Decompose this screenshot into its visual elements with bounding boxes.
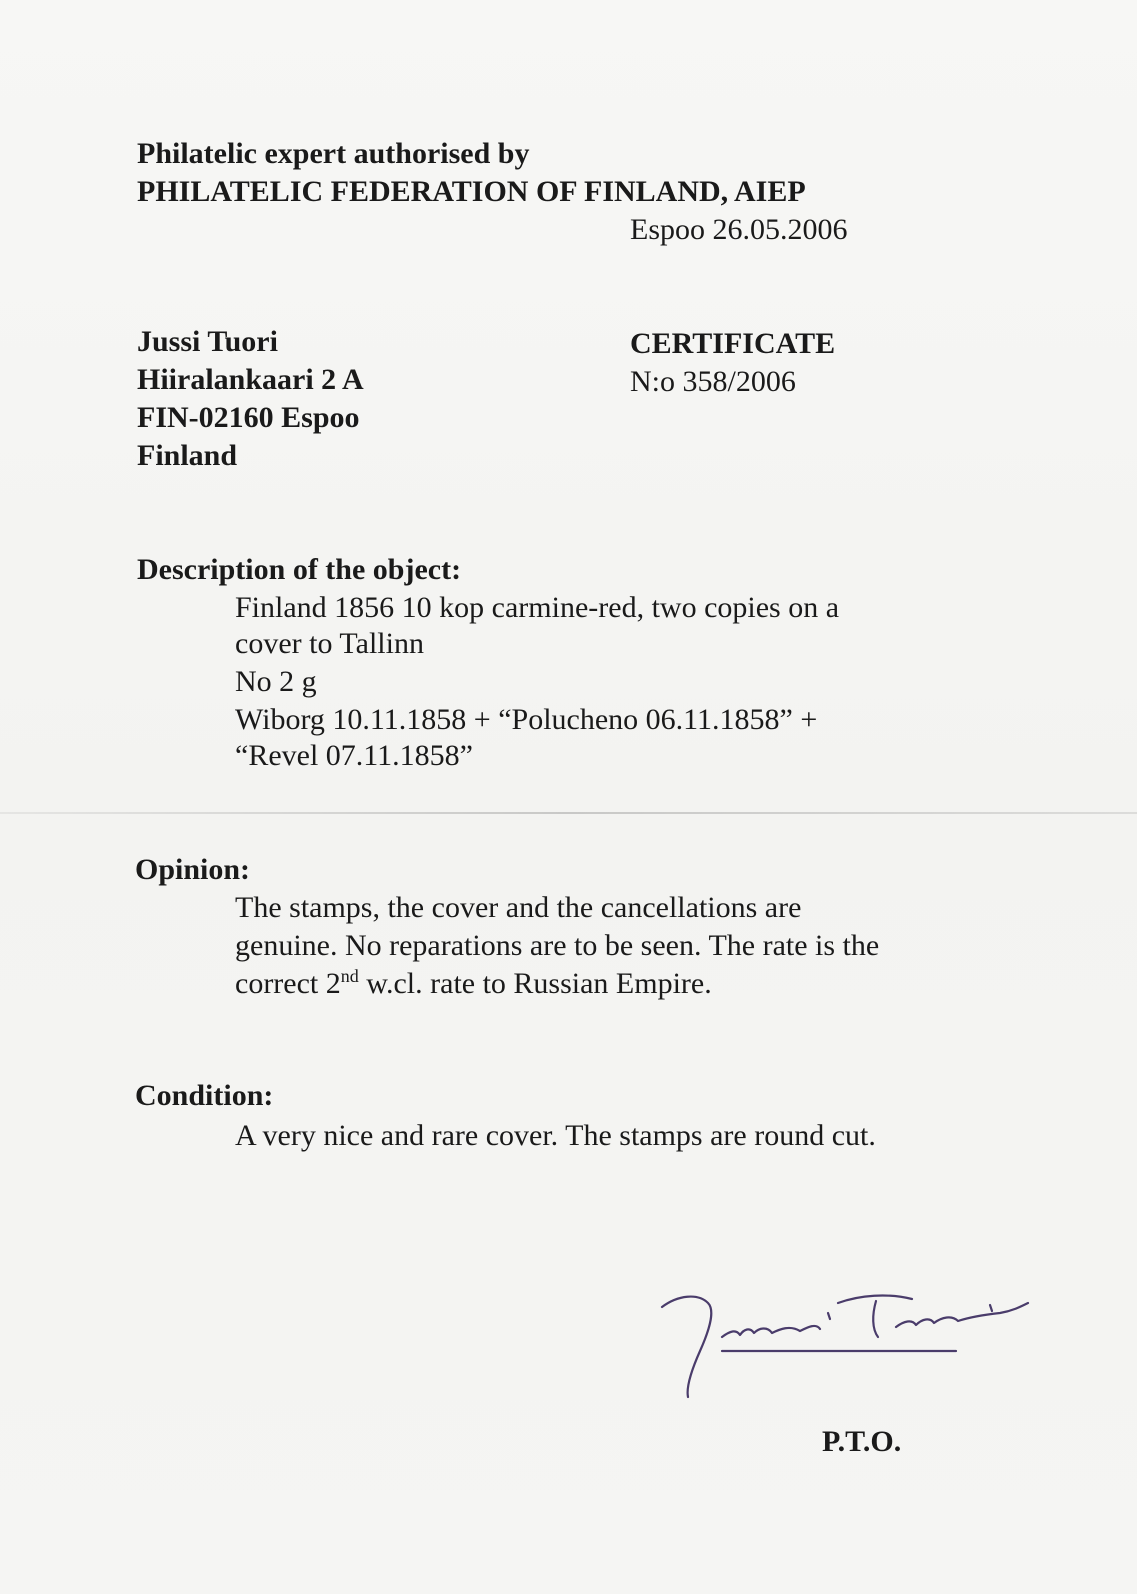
expert-country: Finland (137, 439, 238, 472)
header-federation: PHILATELIC FEDERATION OF FINLAND, AIEP (137, 175, 806, 208)
opinion-heading: Opinion: (135, 853, 251, 886)
opinion-line3-start: correct 2 (235, 967, 341, 1000)
certificate-title: CERTIFICATE (630, 327, 836, 360)
ordinal-suffix: nd (340, 966, 359, 986)
description-line: No 2 g (235, 665, 317, 698)
opinion-line: genuine. No reparations are to be seen. The rate is the (235, 929, 880, 962)
opinion-line: The stamps, the cover and the cancellations are (235, 891, 802, 924)
description-line: cover to Tallinn (235, 627, 424, 660)
certificate-number: N:o 358/2006 (630, 365, 796, 398)
opinion-line3-end: w.cl. rate to Russian Empire. (358, 967, 712, 1000)
place-date: Espoo 26.05.2006 (630, 213, 848, 246)
expert-name: Jussi Tuori (137, 325, 278, 358)
expert-street: Hiiralankaari 2 A (137, 363, 364, 396)
handwritten-signature (660, 1285, 1040, 1405)
description-line: “Revel 07.11.1858” (235, 739, 473, 772)
condition-line: A very nice and rare cover. The stamps are round cut. (235, 1119, 876, 1152)
please-turn-over: P.T.O. (822, 1425, 902, 1458)
condition-heading: Condition: (135, 1079, 274, 1112)
paper-fold-line (0, 812, 1137, 814)
description-line: Finland 1856 10 kop carmine-red, two copies on a (235, 591, 840, 624)
description-heading: Description of the object: (137, 553, 462, 586)
expert-city: FIN-02160 Espoo (137, 401, 360, 434)
header-authorised-by: Philatelic expert authorised by (137, 137, 530, 170)
opinion-line (235, 966, 712, 1002)
description-line: Wiborg 10.11.1858 + “Polucheno 06.11.1858” + (235, 703, 818, 736)
